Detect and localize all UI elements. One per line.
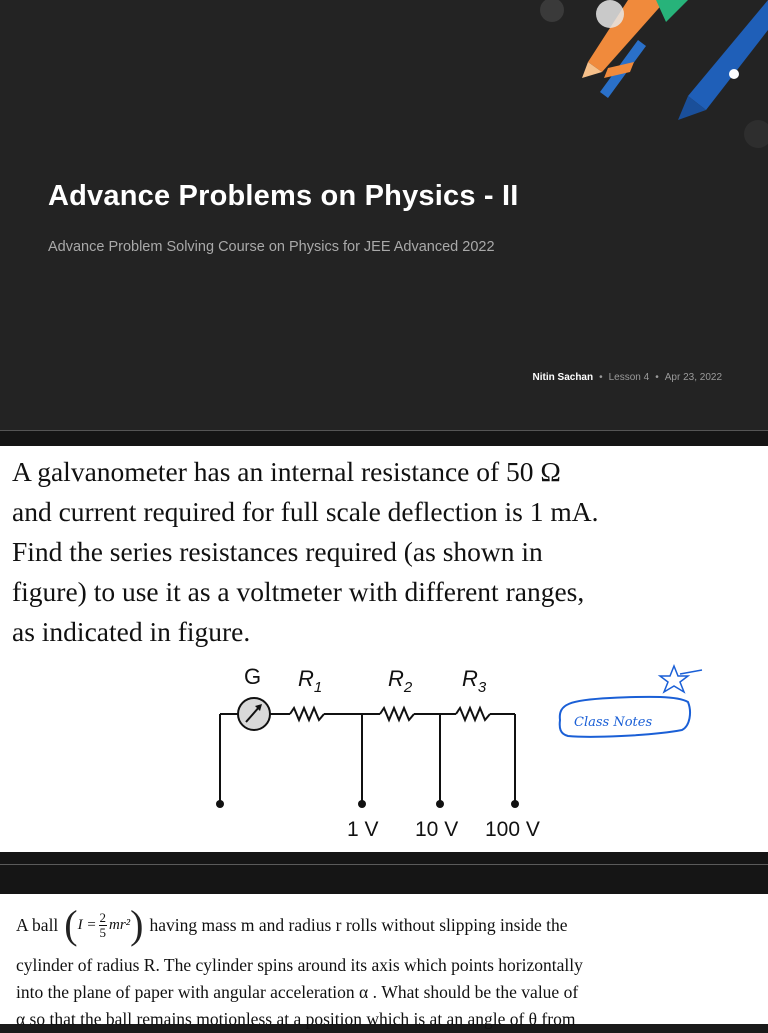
handwritten-class-notes[interactable]: [550, 660, 730, 750]
terminal-10v: [436, 800, 444, 808]
question-line: into the plane of paper with angular acceleration α . What should be the value of: [16, 982, 579, 1002]
lesson-title: Advance Problems on Physics - II: [48, 180, 519, 212]
lesson-number: Lesson 4: [608, 372, 650, 383]
meta-separator: •: [599, 372, 603, 383]
question-line: cylinder of radius R. The cylinder spins around its axis which points horizontally: [16, 955, 583, 975]
question-1-text: [12, 452, 750, 652]
label-g: G: [244, 664, 262, 689]
terminal-1v: [358, 800, 366, 808]
question-2-text: [16, 902, 761, 1033]
resistor-r1: [290, 708, 324, 720]
label-r3: $R_3$: [462, 666, 487, 696]
label-100v: 100 V: [485, 818, 540, 841]
handwritten-note-text: Class Notes: [574, 715, 653, 730]
label-r2: $R_2$: [388, 666, 413, 696]
question-2-first-line: [16, 902, 761, 948]
terminal-ground: [216, 800, 224, 808]
question-line: A galvanometer has an internal resistance of 50 Ω: [12, 456, 561, 487]
question-2-intro: A ball: [16, 914, 59, 935]
decorative-pencils-icon: [538, 0, 768, 160]
divider-band: [0, 430, 768, 447]
resistor-r3: [456, 708, 490, 720]
galvanometer: [238, 698, 270, 730]
divider-band: [0, 852, 768, 894]
author-name[interactable]: Nitin Sachan: [532, 372, 594, 383]
question-line: figure) to use it as a voltmeter with different ranges,: [12, 576, 585, 607]
question-2-after-formula: having mass m and radius r rolls without slipping inside the: [149, 914, 568, 935]
question-line: and current required for full scale deflection is 1 mA.: [12, 496, 599, 527]
circuit-diagram: [200, 660, 560, 850]
question-2-panel: [0, 894, 768, 1029]
lesson-date: Apr 23, 2022: [664, 372, 722, 383]
terminal-100v: [511, 800, 519, 808]
question-1-panel: [0, 446, 768, 852]
question-line: α so that the ball remains motionless at a position which is at an angle of θ from: [16, 1009, 576, 1029]
resistor-r2: [380, 708, 414, 720]
moment-of-inertia-formula: ( I = $\frac{2}{5}$ mr² ): [64, 902, 144, 947]
question-line: as indicated in figure.: [12, 616, 251, 647]
meta-separator: •: [655, 372, 659, 383]
label-1v: 1 V: [347, 818, 379, 841]
label-10v: 10 V: [415, 818, 459, 841]
label-r1: $R_1$: [298, 666, 323, 696]
lesson-header: [0, 0, 768, 430]
lesson-subtitle: Advance Problem Solving Course on Physics for JEE Advanced 2022: [48, 239, 495, 255]
lesson-meta: [533, 372, 722, 383]
question-line: Find the series resistances required (as shown in: [12, 536, 543, 567]
